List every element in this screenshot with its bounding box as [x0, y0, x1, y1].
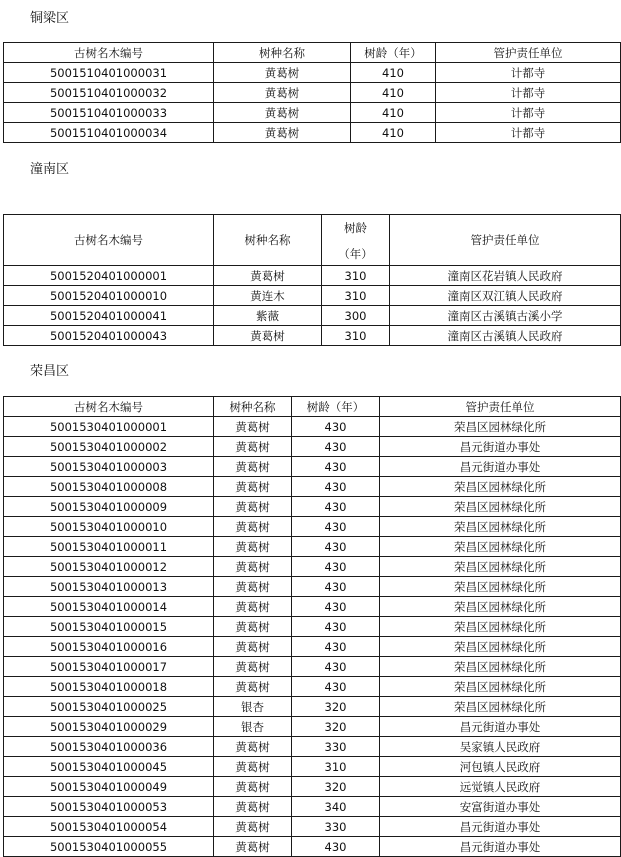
cell-age: 430: [292, 437, 380, 457]
cell-id: 5001530401000049: [4, 777, 214, 797]
cell-species: 黄葛树: [214, 797, 292, 817]
cell-unit: 昌元街道办事处: [380, 837, 621, 857]
header-unit: 管护责任单位: [390, 215, 621, 266]
cell-id: 5001530401000055: [4, 837, 214, 857]
table-row: [4, 837, 621, 857]
cell-unit: 荣昌区园林绿化所: [380, 657, 621, 677]
cell-species: 银杏: [214, 697, 292, 717]
table-row: [4, 266, 621, 286]
table-row: [4, 517, 621, 537]
cell-age: 430: [292, 577, 380, 597]
cell-species: 黄葛树: [214, 266, 322, 286]
cell-id: 5001530401000053: [4, 797, 214, 817]
cell-unit: 荣昌区园林绿化所: [380, 677, 621, 697]
cell-species: 黄葛树: [214, 577, 292, 597]
cell-age: 430: [292, 477, 380, 497]
cell-species: 黄葛树: [214, 597, 292, 617]
cell-age: 330: [292, 817, 380, 837]
cell-age: 430: [292, 457, 380, 477]
tree-table-rongchang: [3, 396, 621, 857]
cell-id: 5001510401000033: [4, 103, 214, 123]
cell-unit: 计都寺: [436, 83, 621, 103]
cell-species: 黄葛树: [214, 437, 292, 457]
cell-unit: 荣昌区园林绿化所: [380, 617, 621, 637]
table-row: [4, 123, 621, 143]
cell-species: 黄葛树: [214, 777, 292, 797]
header-age-line1: 树龄: [344, 221, 367, 235]
cell-age: 430: [292, 837, 380, 857]
table-row: [4, 737, 621, 757]
tree-table-tongnan: [3, 214, 621, 346]
cell-species: 黄葛树: [214, 103, 351, 123]
cell-unit: 昌元街道办事处: [380, 437, 621, 457]
table-header-row: [4, 43, 621, 63]
cell-id: 5001530401000025: [4, 697, 214, 717]
table-row: [4, 457, 621, 477]
cell-species: 黄葛树: [214, 537, 292, 557]
table-row: [4, 286, 621, 306]
cell-age: 430: [292, 537, 380, 557]
table-row: [4, 617, 621, 637]
cell-unit: 安富街道办事处: [380, 797, 621, 817]
header-species: 树种名称: [214, 43, 351, 63]
cell-age: 340: [292, 797, 380, 817]
table-row: [4, 757, 621, 777]
cell-species: 黄葛树: [214, 637, 292, 657]
cell-species: 黄葛树: [214, 497, 292, 517]
cell-age: 320: [292, 697, 380, 717]
cell-age: 320: [292, 717, 380, 737]
table-row: [4, 437, 621, 457]
table-row: [4, 103, 621, 123]
table-row: [4, 537, 621, 557]
cell-id: 5001530401000054: [4, 817, 214, 837]
cell-species: 黄葛树: [214, 837, 292, 857]
cell-age: 430: [292, 637, 380, 657]
cell-id: 5001520401000001: [4, 266, 214, 286]
cell-unit: 荣昌区园林绿化所: [380, 637, 621, 657]
cell-unit: 昌元街道办事处: [380, 717, 621, 737]
cell-id: 5001530401000015: [4, 617, 214, 637]
cell-species: 黄葛树: [214, 817, 292, 837]
cell-id: 5001530401000036: [4, 737, 214, 757]
cell-unit: 潼南区古溪镇人民政府: [390, 326, 621, 346]
cell-age: 430: [292, 677, 380, 697]
cell-species: 黄连木: [214, 286, 322, 306]
cell-unit: 荣昌区园林绿化所: [380, 497, 621, 517]
table-row: [4, 697, 621, 717]
cell-age: 410: [351, 63, 436, 83]
table-header-row: [4, 215, 621, 266]
header-age: 树龄（年）: [351, 43, 436, 63]
cell-age: 330: [292, 737, 380, 757]
cell-species: 黄葛树: [214, 517, 292, 537]
cell-species: 黄葛树: [214, 557, 292, 577]
section-title-tongliang: 铜梁区: [30, 11, 70, 26]
table-row: [4, 817, 621, 837]
table-row: [4, 577, 621, 597]
table-row: [4, 497, 621, 517]
table-row: [4, 637, 621, 657]
cell-id: 5001510401000032: [4, 83, 214, 103]
cell-age: 310: [322, 286, 390, 306]
cell-age: 430: [292, 657, 380, 677]
cell-unit: 潼南区花岩镇人民政府: [390, 266, 621, 286]
cell-unit: 荣昌区园林绿化所: [380, 477, 621, 497]
table-row: [4, 326, 621, 346]
cell-id: 5001530401000009: [4, 497, 214, 517]
table-row: [4, 777, 621, 797]
cell-unit: 荣昌区园林绿化所: [380, 697, 621, 717]
cell-species: 黄葛树: [214, 477, 292, 497]
cell-unit: 远觉镇人民政府: [380, 777, 621, 797]
cell-unit: 昌元街道办事处: [380, 457, 621, 477]
cell-unit: 荣昌区园林绿化所: [380, 557, 621, 577]
section-title-rongchang: 荣昌区: [30, 364, 70, 379]
cell-id: 5001520401000041: [4, 306, 214, 326]
cell-id: 5001530401000012: [4, 557, 214, 577]
cell-age: 430: [292, 597, 380, 617]
cell-species: 黄葛树: [214, 326, 322, 346]
section-title-tongnan: 潼南区: [30, 162, 70, 177]
header-species: 树种名称: [214, 215, 322, 266]
table-row: [4, 557, 621, 577]
table-row: [4, 63, 621, 83]
header-age: [322, 215, 390, 266]
cell-unit: 吴家镇人民政府: [380, 737, 621, 757]
header-id: 古树名木编号: [4, 397, 214, 417]
cell-unit: 荣昌区园林绿化所: [380, 537, 621, 557]
cell-species: 黄葛树: [214, 617, 292, 637]
cell-age: 430: [292, 417, 380, 437]
cell-unit: 昌元街道办事处: [380, 817, 621, 837]
cell-id: 5001530401000002: [4, 437, 214, 457]
cell-id: 5001530401000029: [4, 717, 214, 737]
cell-species: 银杏: [214, 717, 292, 737]
table-header-row: [4, 397, 621, 417]
cell-id: 5001520401000043: [4, 326, 214, 346]
cell-id: 5001530401000008: [4, 477, 214, 497]
cell-species: 黄葛树: [214, 63, 351, 83]
header-id: 古树名木编号: [4, 43, 214, 63]
cell-species: 黄葛树: [214, 657, 292, 677]
cell-age: 300: [322, 306, 390, 326]
cell-age: 410: [351, 103, 436, 123]
table-row: [4, 83, 621, 103]
tree-table-tongliang: [3, 42, 621, 143]
cell-unit: 荣昌区园林绿化所: [380, 577, 621, 597]
cell-id: 5001530401000011: [4, 537, 214, 557]
cell-species: 黄葛树: [214, 677, 292, 697]
header-age: 树龄（年）: [292, 397, 380, 417]
cell-id: 5001520401000010: [4, 286, 214, 306]
cell-species: 黄葛树: [214, 83, 351, 103]
cell-id: 5001530401000045: [4, 757, 214, 777]
header-id: 古树名木编号: [4, 215, 214, 266]
cell-id: 5001530401000017: [4, 657, 214, 677]
cell-id: 5001530401000001: [4, 417, 214, 437]
cell-age: 430: [292, 617, 380, 637]
cell-age: 310: [322, 326, 390, 346]
cell-id: 5001510401000034: [4, 123, 214, 143]
table-row: [4, 306, 621, 326]
cell-id: 5001530401000014: [4, 597, 214, 617]
cell-id: 5001530401000003: [4, 457, 214, 477]
table-row: [4, 797, 621, 817]
cell-unit: 潼南区古溪镇古溪小学: [390, 306, 621, 326]
cell-species: 黄葛树: [214, 457, 292, 477]
cell-species: 黄葛树: [214, 123, 351, 143]
table-row: [4, 657, 621, 677]
cell-age: 430: [292, 557, 380, 577]
cell-age: 430: [292, 497, 380, 517]
table-row: [4, 717, 621, 737]
header-species: 树种名称: [214, 397, 292, 417]
cell-id: 5001530401000018: [4, 677, 214, 697]
header-unit: 管护责任单位: [436, 43, 621, 63]
cell-species: 黄葛树: [214, 417, 292, 437]
cell-id: 5001530401000013: [4, 577, 214, 597]
cell-age: 430: [292, 517, 380, 537]
cell-species: 紫薇: [214, 306, 322, 326]
cell-unit: 计都寺: [436, 103, 621, 123]
cell-unit: 河包镇人民政府: [380, 757, 621, 777]
cell-unit: 荣昌区园林绿化所: [380, 517, 621, 537]
cell-unit: 计都寺: [436, 63, 621, 83]
cell-age: 320: [292, 777, 380, 797]
cell-unit: 荣昌区园林绿化所: [380, 417, 621, 437]
table-row: [4, 677, 621, 697]
cell-species: 黄葛树: [214, 737, 292, 757]
cell-id: 5001510401000031: [4, 63, 214, 83]
cell-id: 5001530401000010: [4, 517, 214, 537]
cell-unit: 潼南区双江镇人民政府: [390, 286, 621, 306]
cell-age: 310: [292, 757, 380, 777]
header-unit: 管护责任单位: [380, 397, 621, 417]
cell-age: 410: [351, 83, 436, 103]
header-age-line2: （年）: [338, 247, 373, 261]
table-row: [4, 477, 621, 497]
table-row: [4, 417, 621, 437]
table-row: [4, 597, 621, 617]
cell-age: 310: [322, 266, 390, 286]
cell-species: 黄葛树: [214, 757, 292, 777]
cell-age: 410: [351, 123, 436, 143]
cell-id: 5001530401000016: [4, 637, 214, 657]
cell-unit: 荣昌区园林绿化所: [380, 597, 621, 617]
cell-unit: 计都寺: [436, 123, 621, 143]
